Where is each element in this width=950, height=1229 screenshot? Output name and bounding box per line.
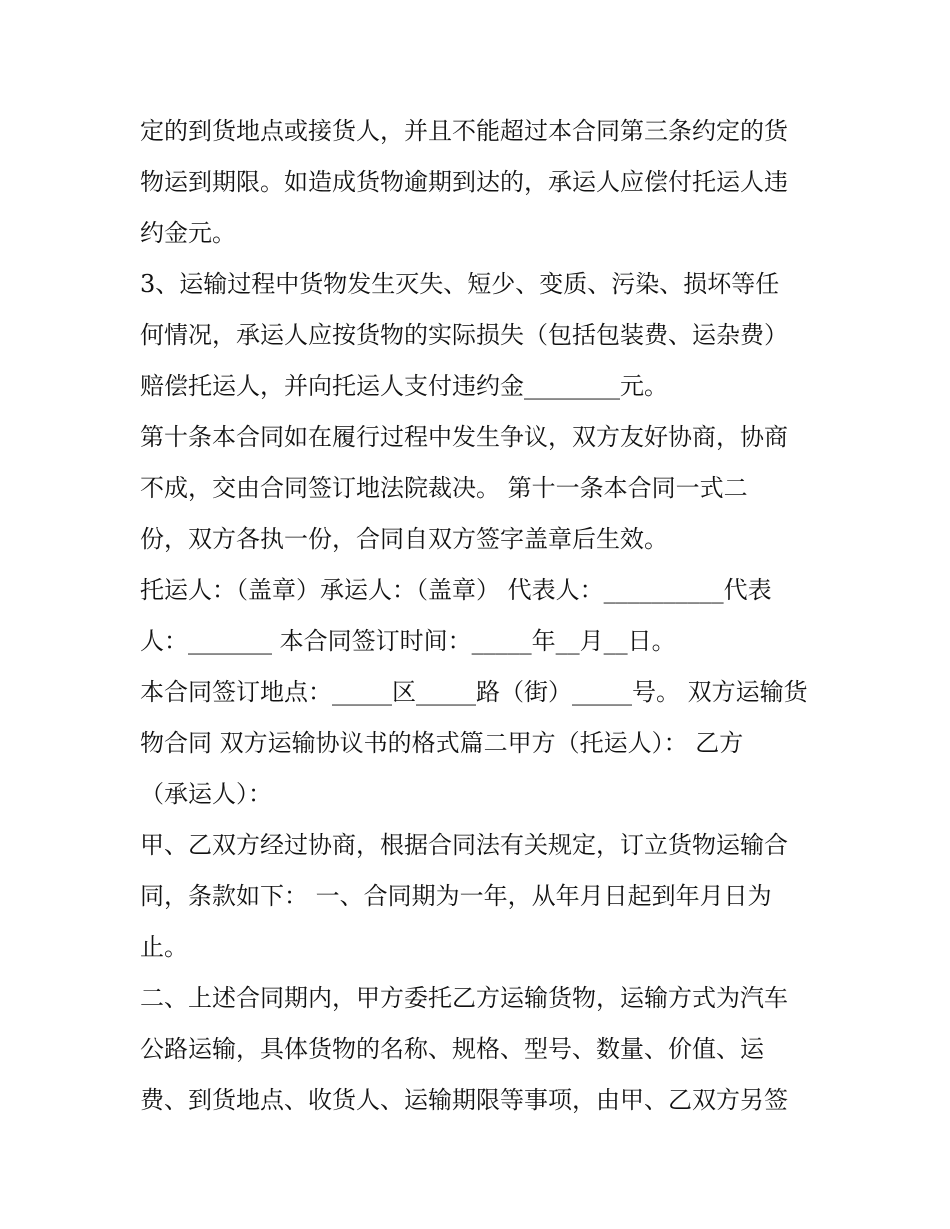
- text-line: 甲、乙双方经过协商，根据合同法有关规定，订立货物运输合: [140, 831, 788, 859]
- text-line: 不成，交由合同签订地法院裁决。 第十一条本合同一式二: [140, 474, 748, 502]
- text-line: 份，双方各执一份，合同自双方签字盖章后生效。: [140, 525, 668, 553]
- contract-text: [140, 106, 830, 1126]
- text-line: 3、运输过程中货物发生灭失、短少、变质、污染、损坏等任: [140, 270, 780, 298]
- text-line: （承运人）：: [140, 780, 272, 808]
- text-line: 费、到货地点、收货人、运输期限等事项，由甲、乙双方另签: [140, 1086, 788, 1114]
- text-line: 何情况，承运人应按货物的实际损失（包括包装费、运杂费）: [140, 321, 788, 349]
- text-line: 赔偿托运人，并向托运人支付违约金________元。: [140, 372, 668, 400]
- text-line: 物合同 双方运输协议书的格式篇二甲方（托运人）： 乙方: [140, 729, 744, 757]
- text-line: 约金元。: [140, 219, 236, 247]
- text-line: 二、上述合同期内，甲方委托乙方运输货物，运输方式为汽车: [140, 984, 788, 1012]
- text-line: 止。: [140, 933, 188, 961]
- text-line: 托运人：（盖章）承运人：（盖章） 代表人：__________代表: [140, 576, 772, 604]
- text-line: 第十条本合同如在履行过程中发生争议，双方友好协商，协商: [140, 423, 788, 451]
- text-line: 同，条款如下： 一、合同期为一年，从年月日起到年月日为: [140, 882, 772, 910]
- text-line: 定的到货地点或接货人，并且不能超过本合同第三条约定的货: [140, 117, 788, 145]
- text-line: 公路运输，具体货物的名称、规格、型号、数量、价值、运: [140, 1035, 764, 1063]
- text-line: 物运到期限。如造成货物逾期到达的，承运人应偿付托运人违: [140, 168, 788, 196]
- text-line: 本合同签订地点：_____区_____路（街）_____号。 双方运输货: [140, 678, 808, 706]
- text-line: 人：_______ 本合同签订时间：_____年__月__日。: [140, 627, 676, 655]
